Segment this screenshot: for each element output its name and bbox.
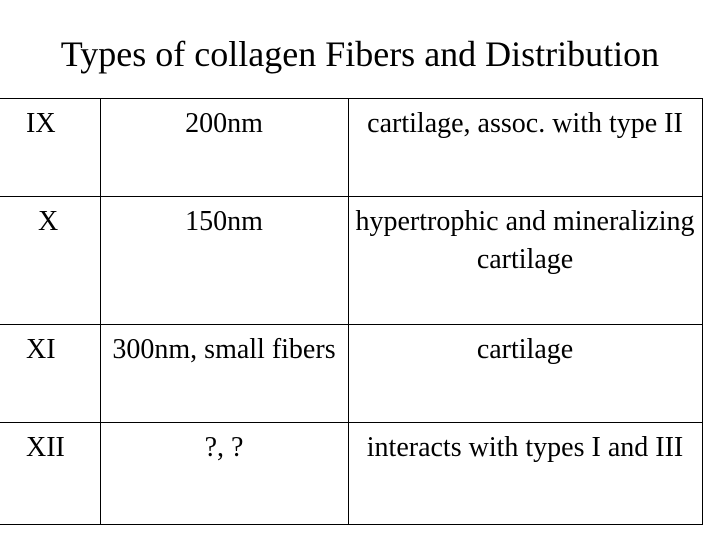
size-cell: 200nm (100, 99, 348, 197)
distribution-cell: cartilage (348, 325, 702, 423)
distribution-cell: interacts with types I and III (348, 423, 702, 525)
size-cell: 300nm, small fibers (100, 325, 348, 423)
collagen-table (0, 98, 703, 525)
type-cell: IX (0, 99, 100, 197)
table-row (0, 423, 702, 525)
size-cell: ?, ? (100, 423, 348, 525)
type-cell: X (0, 197, 100, 325)
distribution-cell: cartilage, assoc. with type II (348, 99, 702, 197)
size-cell: 150nm (100, 197, 348, 325)
table-row (0, 197, 702, 325)
table-row (0, 325, 702, 423)
table-row (0, 99, 702, 197)
type-cell: XII (0, 423, 100, 525)
type-cell: XI (0, 325, 100, 423)
distribution-cell: hypertrophic and mineralizing cartilage (348, 197, 702, 325)
page-title: Types of collagen Fibers and Distribution (60, 34, 660, 74)
